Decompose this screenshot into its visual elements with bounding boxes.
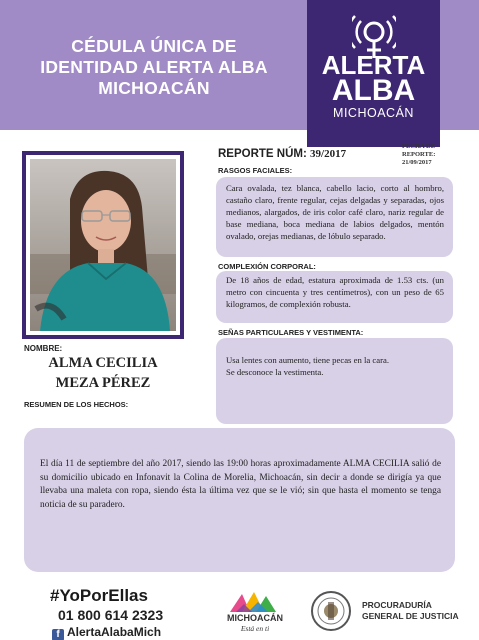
body-build-label: COMPLEXIÓN CORPORAL:: [218, 262, 316, 271]
report-date: [402, 143, 435, 167]
distinguishing-marks-box: [216, 338, 453, 424]
procuraduria-text: [362, 600, 459, 622]
summary-label: RESUMEN DE LOS HECHOS:: [24, 400, 129, 409]
report-number: [218, 148, 346, 160]
summary-box: [24, 428, 455, 572]
header-title-line-2: IDENTIDAD ALERTA ALBA: [40, 57, 268, 77]
facebook-icon: f: [52, 629, 64, 640]
header-title-line-1: CÉDULA ÚNICA DE: [71, 36, 237, 56]
hashtag: #YoPorEllas: [50, 586, 148, 605]
alerta-alba-logo: [307, 0, 440, 147]
procuraduria-seal-icon: [310, 590, 352, 632]
michoacan-logo-tagline: Está en ti: [240, 624, 270, 633]
facial-features-box: [216, 177, 453, 257]
distinguishing-marks-line-1: Usa lentes con aumento, tiene pecas en la cara.: [226, 355, 390, 365]
facial-features-label: RASGOS FACIALES:: [218, 166, 293, 175]
facebook-handle-text: AlertaAlabaMich: [67, 625, 162, 639]
name-label: NOMBRE:: [24, 344, 63, 353]
facial-features-text: Cara ovalada, tez blanca, cabello lacio, corto al hombro, castaño claro, frente regular, cejas delgadas y separadas, ojos medianos, alargados, de iris color café claro, nariz regular de base mediana, boca mediana de labios delgados, mentón ovalado, orejas medianas, de lóbulo separado.: [226, 183, 444, 241]
procuraduria-line-1: PROCURADURÍA: [362, 600, 432, 610]
header-title: [14, 36, 294, 99]
portrait-image: [30, 159, 176, 331]
body-build-text: De 18 años de edad, estatura aproximada de 1.53 cts. (un metro con cincuenta y tres centímetros), con un peso de 65 kilogramos, de complexión robusta.: [226, 275, 444, 309]
report-date-value: 21/09/2017: [402, 159, 432, 166]
header-title-line-3: MICHOACÁN: [98, 78, 210, 98]
person-name-line-1: ALMA CECILIA: [48, 355, 158, 371]
logo-text-alerta: ALERTA: [321, 50, 426, 80]
body-build-box: [216, 271, 453, 323]
report-date-label-1: FECHA DE: [402, 143, 436, 150]
distinguishing-marks-label: SEÑAS PARTICULARES Y VESTIMENTA:: [218, 328, 364, 337]
missing-person-photo: [22, 151, 184, 339]
michoacan-logo-text: MICHOACÁN: [227, 613, 283, 623]
person-name-line-2: MEZA PÉREZ: [55, 375, 151, 391]
person-name: [28, 353, 178, 393]
report-date-label-2: REPORTE:: [402, 151, 436, 158]
report-number-label: REPORTE NÚM:: [218, 148, 307, 160]
logo-text-alba: ALBA: [331, 74, 416, 107]
logo-text-michoacan: MICHOACÁN: [333, 106, 414, 120]
hotline-phone: 01 800 614 2323: [58, 607, 164, 623]
procuraduria-line-2: GENERAL DE JUSTICIA: [362, 611, 459, 621]
summary-text: El día 11 de septiembre del año 2017, siendo las 19:00 horas aproximadamente ALMA CECILIA salió de su domicilio ubicado en Infonavit la Colina de Morelia, Michoacán, sin decir a donde se dirigía ya que llevaba una maleta con ropa, siendo ésta la última vez que se le vió; sin que hasta el momento se tenga noticia de su paradero.: [40, 459, 441, 510]
distinguishing-marks-line-2: Se desconoce la vestimenta.: [226, 367, 324, 377]
report-number-value: 39/2017: [310, 148, 347, 160]
facebook-handle: [52, 625, 161, 640]
